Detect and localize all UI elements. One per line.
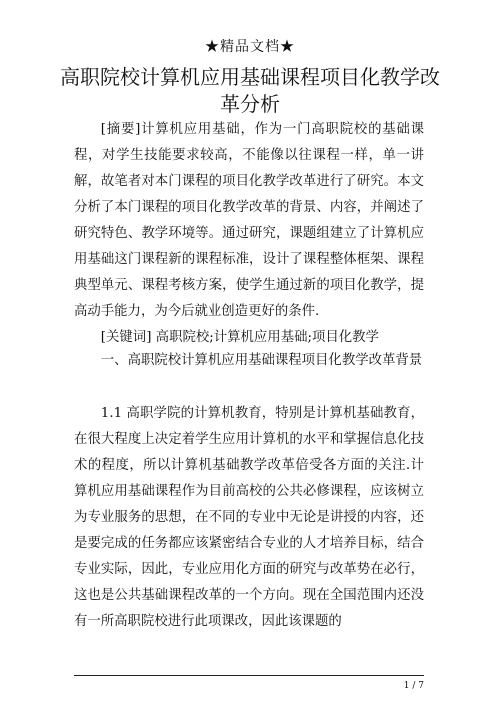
page-number: 1 / 7 bbox=[403, 681, 424, 691]
footer-divider bbox=[74, 675, 424, 676]
document-title: 高职院校计算机应用基础课程项目化教学改革分析 bbox=[60, 65, 440, 116]
body-paragraph-text: 1.1 高职学院的计算机教育，特别是计算机基础教育，在很大程度上决定着学生应用计算机的水平和掌握信息化技术的程度，所以计算机基础教学改革倍受各方面的关注.计算机应用基础课程作为目前高校的公共必修课程，应该树立为专业服务的思想，在不同的专业中无论是讲授的内容，还是要完成的任务都应该紧密结合专业的人才培养目标，结合专业实际，因此，专业应用化方面的研究与改革势在必行，这也是公共基础课程改革的一个方向。现在全国范围内还没有一所高职院校进行此项课改，因此该课题的 bbox=[74, 406, 424, 629]
header-mark: ★精品文档★ bbox=[205, 39, 295, 55]
section-heading: 一、高职院校计算机应用基础课程项目化教学改革背景 bbox=[100, 353, 423, 368]
keywords-line: [关键词] 高职院校;计算机应用基础;项目化教学 bbox=[100, 330, 379, 345]
body-paragraph bbox=[74, 401, 424, 635]
abstract-paragraph bbox=[74, 117, 424, 325]
abstract-text: [摘要]计算机应用基础，作为一门高职院校的基础课程，对学生技能要求较高，不能像以往课程一样，单一讲解，故笔者对本门课程的项目化教学改革进行了研究。本文分析了本门课程的项目化教学改革的背景、内容，并阐述了研究特色、教学环境等。通过研究，课题组建立了计算机应用基础这门课程新的课程标准，设计了课程整体框架、课程典型单元、课程考核方案，使学生通过新的项目化教学，提高动手能力，为今后就业创造更好的条件. bbox=[74, 122, 424, 319]
